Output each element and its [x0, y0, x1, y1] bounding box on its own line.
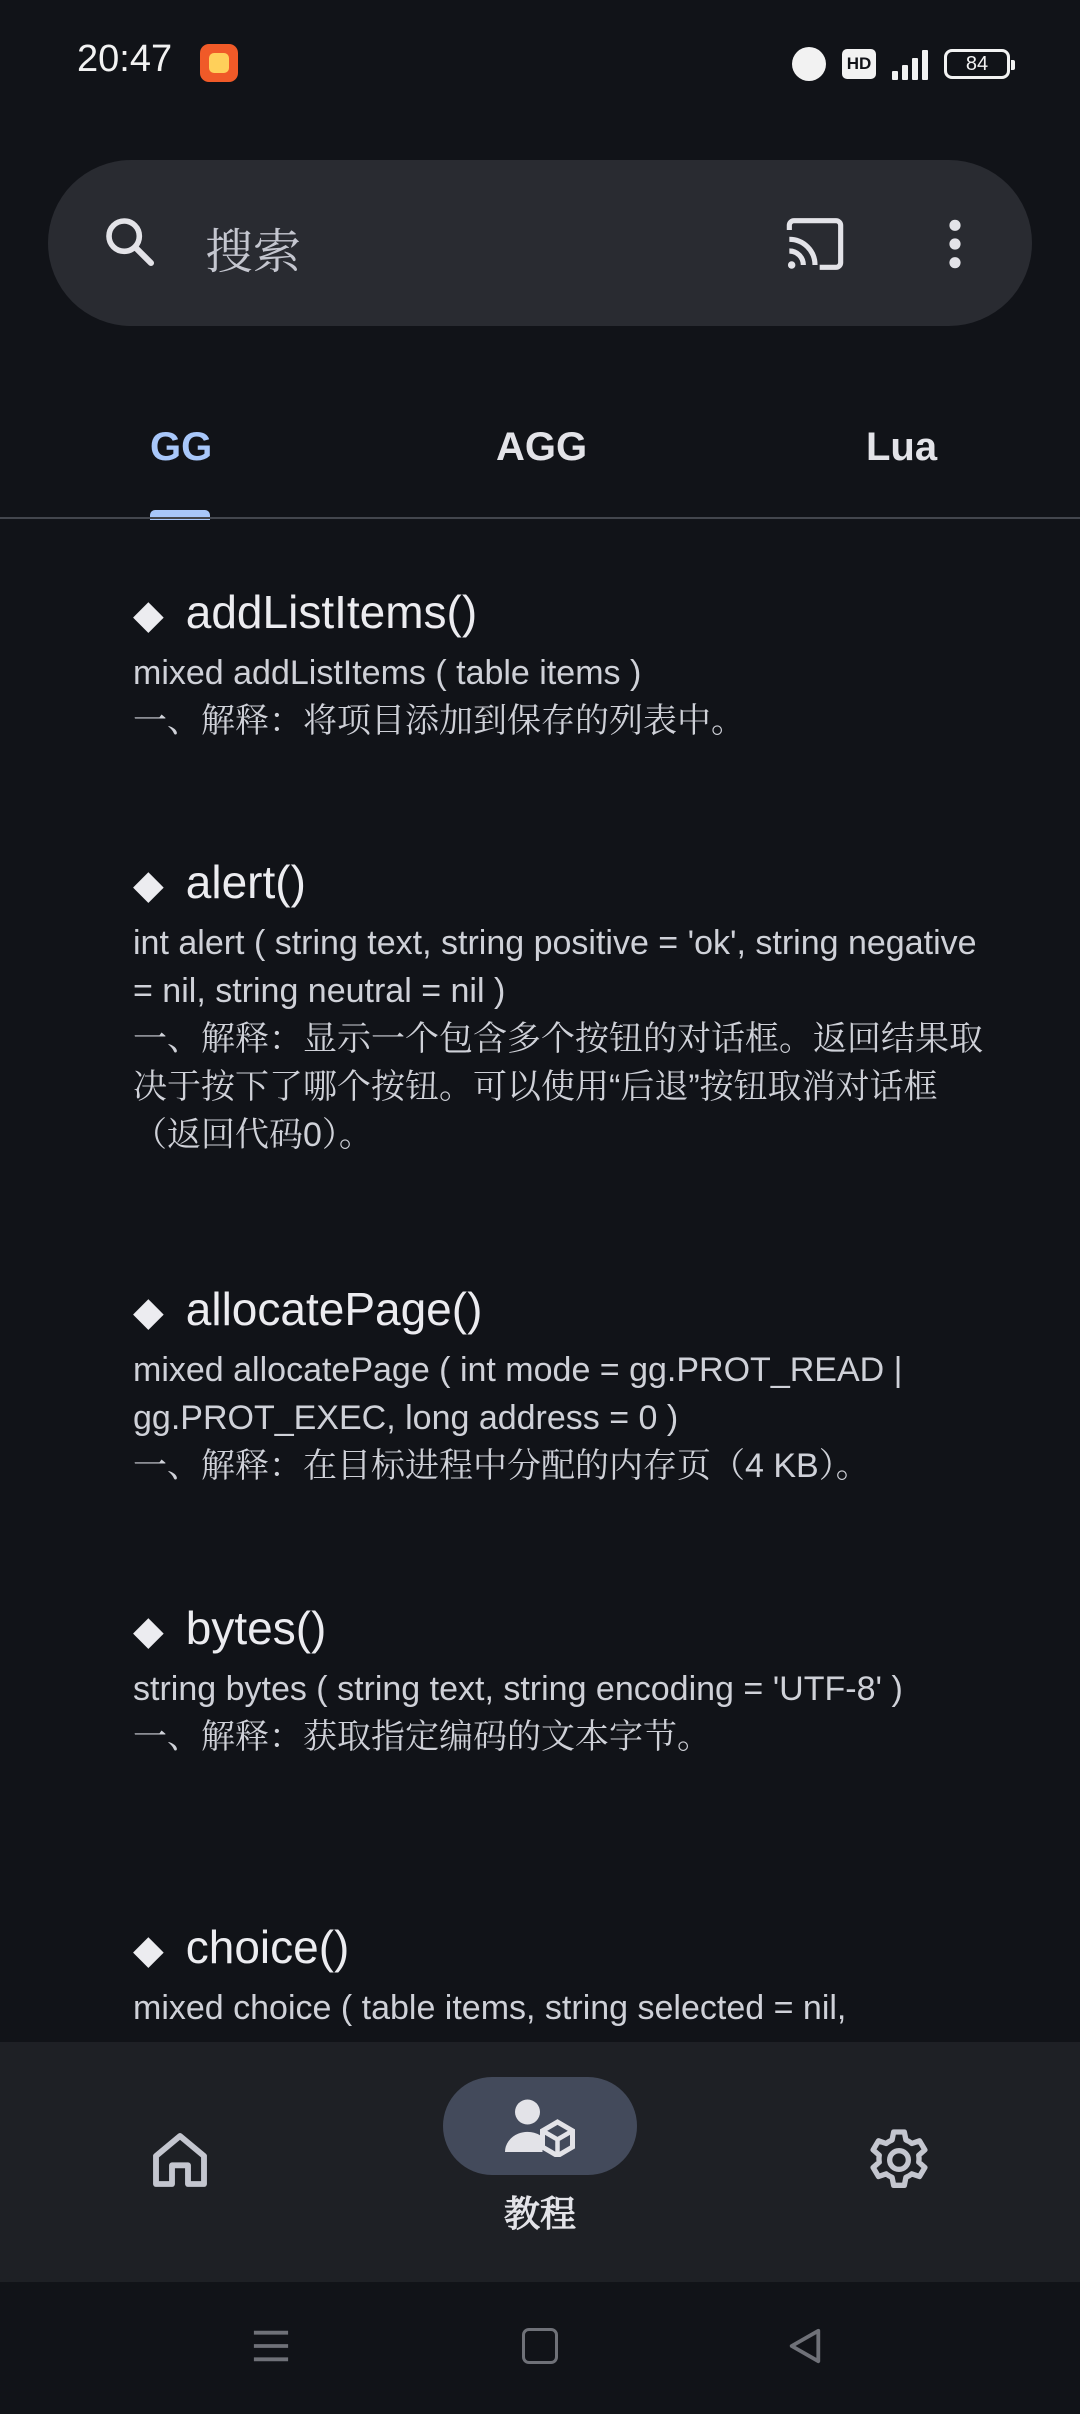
entry-title: choice() [185, 1921, 350, 1973]
entry-title: allocatePage() [185, 1283, 483, 1335]
diamond-icon: ◆ [133, 1928, 164, 1972]
cast-icon[interactable] [782, 216, 848, 272]
entry-description: 一、解释：在目标进程中分配的内存页（4 KB）。 [133, 1447, 870, 1485]
status-icons [792, 42, 1010, 86]
list-item[interactable] [133, 1919, 993, 2032]
system-home-icon[interactable] [522, 2328, 558, 2364]
search-input[interactable]: 搜索 [205, 226, 302, 279]
entry-description: 一、解释：获取指定编码的文本字节。 [133, 1718, 711, 1756]
list-item[interactable] [133, 854, 993, 1159]
function-list[interactable] [0, 519, 1080, 2042]
entry-signature: mixed choice ( table items, string selected = nil, [133, 1989, 847, 2027]
signal-icon [892, 48, 928, 80]
entry-title: addListItems() [185, 586, 478, 638]
home-icon[interactable] [148, 2128, 212, 2192]
back-icon[interactable] [786, 2326, 824, 2366]
tab-gg[interactable]: GG [150, 425, 213, 469]
diamond-icon: ◆ [133, 1290, 164, 1334]
nav-tutorial-label[interactable]: 教程 [503, 2193, 576, 2234]
list-item[interactable] [133, 1281, 993, 1490]
diamond-icon: ◆ [133, 593, 164, 637]
tutorial-icon[interactable] [502, 2097, 578, 2157]
alarm-icon [792, 47, 826, 81]
entry-description: 一、解释：将项目添加到保存的列表中。 [133, 702, 745, 740]
entry-description: 一、解释：显示一个包含多个按钮的对话框。返回结果取决于按下了哪个按钮。可以使用“后退”按钮取消对话框（返回代码0）。 [133, 1020, 983, 1154]
search-icon[interactable] [102, 214, 158, 270]
tab-agg[interactable]: AGG [496, 425, 588, 469]
game-guardian-app-icon [200, 44, 238, 82]
diamond-icon: ◆ [133, 863, 164, 907]
battery-icon: 84 [944, 49, 1010, 79]
entry-signature: int alert ( string text, string positive = 'ok', string negative = nil, string neutral = nil ) [133, 924, 977, 1010]
list-item[interactable] [133, 1600, 993, 1761]
status-time: 20:47 [77, 38, 173, 80]
more-vert-icon[interactable] [935, 216, 975, 272]
entry-signature: mixed allocatePage ( int mode = gg.PROT_READ | gg.PROT_EXEC, long address = 0 ) [133, 1351, 903, 1437]
entry-title: bytes() [185, 1602, 327, 1654]
entry-title: alert() [185, 856, 306, 908]
search-bar[interactable] [48, 160, 1032, 326]
settings-icon[interactable] [867, 2128, 931, 2192]
hd-icon: HD [842, 49, 876, 79]
tab-lua[interactable]: Lua [866, 425, 938, 469]
entry-signature: string bytes ( string text, string encoding = 'UTF-8' ) [133, 1670, 903, 1708]
recent-apps-icon[interactable] [252, 2328, 290, 2364]
list-item[interactable] [133, 584, 993, 745]
diamond-icon: ◆ [133, 1609, 164, 1653]
status-bar [0, 0, 1080, 130]
entry-signature: mixed addListItems ( table items ) [133, 654, 642, 692]
